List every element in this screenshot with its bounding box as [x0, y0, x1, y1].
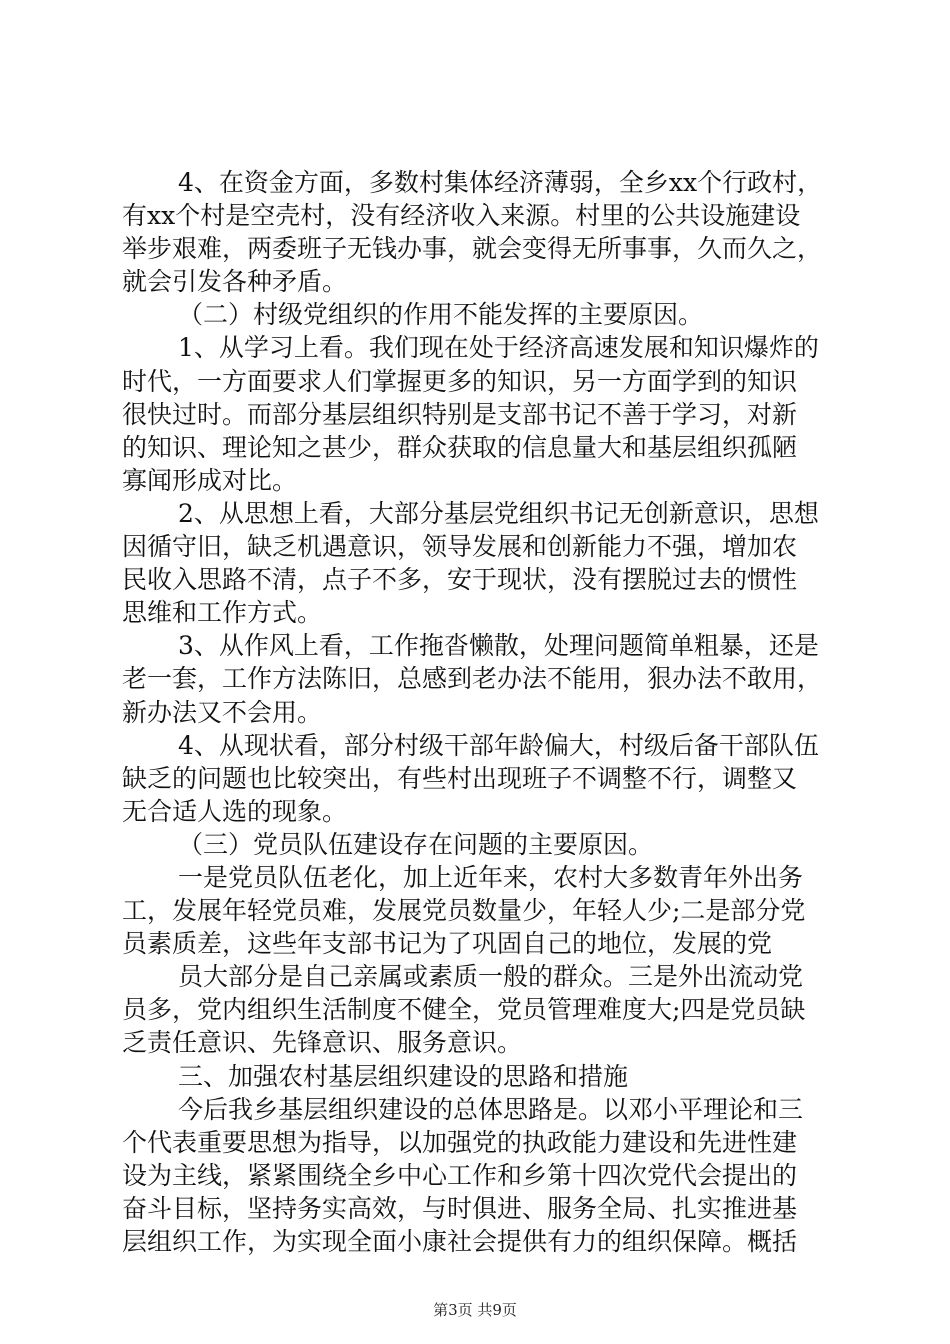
text-line: 民收入思路不清，点子不多，安于现状，没有摆脱过去的惯性	[122, 565, 798, 594]
text-line: 员素质差，这些年支部书记为了巩固自己的地位，发展的党	[122, 929, 773, 958]
text-line: 一是党员队伍老化，加上近年来，农村大多数青年外出务	[178, 863, 804, 892]
text-line: 4、在资金方面，多数村集体经济薄弱，全乡xx个行政村，	[178, 168, 823, 197]
text-line: 时代，一方面要求人们掌握更多的知识，另一方面学到的知识	[122, 367, 798, 396]
text-line: 因循守旧，缺乏机遇意识，领导发展和创新能力不强，增加农	[122, 532, 798, 561]
text-line: 工，发展年轻党员难，发展党员数量少，年轻人少;二是部分党	[122, 896, 806, 925]
section-heading: （三）党员队伍建设存在问题的主要原因。	[178, 830, 654, 859]
text-line: 缺乏的问题也比较突出，有些村出现班子不调整不行，调整又	[122, 764, 798, 793]
text-line: 寡闻形成对比。	[122, 466, 298, 495]
text-line: 员大部分是自己亲属或素质一般的群众。三是外出流动党	[178, 962, 804, 991]
text-line: 新办法又不会用。	[122, 698, 323, 727]
page-number-label: 第3页 共9页	[433, 1301, 517, 1319]
text-line: 思维和工作方式。	[122, 598, 323, 627]
text-line: 设为主线，紧紧围绕全乡中心工作和乡第十四次党代会提出的	[122, 1161, 798, 1190]
section-heading: 三、加强农村基层组织建设的思路和措施	[178, 1062, 629, 1091]
text-line: 无合适人选的现象。	[122, 797, 348, 826]
text-line: 举步艰难，两委班子无钱办事，就会变得无所事事，久而久之，	[122, 234, 823, 263]
text-line: 老一套，工作方法陈旧，总感到老办法不能用，狠办法不敢用，	[122, 664, 823, 693]
text-line: 1、从学习上看。我们现在处于经济高速发展和知识爆炸的	[178, 333, 819, 362]
text-line: 有xx个村是空壳村，没有经济收入来源。村里的公共设施建设	[122, 201, 801, 230]
text-line: 就会引发各种矛盾。	[122, 267, 348, 296]
text-line: 今后我乡基层组织建设的总体思路是。以邓小平理论和三	[178, 1095, 804, 1124]
text-line: 奋斗目标，坚持务实高效，与时俱进、服务全局、扎实推进基	[122, 1194, 798, 1223]
text-line: 4、从现状看，部分村级干部年龄偏大，村级后备干部队伍	[178, 731, 819, 760]
text-line: 层组织工作，为实现全面小康社会提供有力的组织保障。概括	[122, 1227, 798, 1256]
page-footer	[0, 1300, 950, 1320]
text-line: 个代表重要思想为指导，以加强党的执政能力建设和先进性建	[122, 1128, 798, 1157]
text-line: 很快过时。而部分基层组织特别是支部书记不善于学习，对新	[122, 400, 798, 429]
section-heading: （二）村级党组织的作用不能发挥的主要原因。	[178, 300, 704, 329]
text-line: 的知识、理论知之甚少，群众获取的信息量大和基层组织孤陋	[122, 433, 798, 462]
text-line: 3、从作风上看，工作拖沓懒散，处理问题简单粗暴，还是	[178, 631, 819, 660]
text-line: 员多，党内组织生活制度不健全，党员管理难度大;四是党员缺	[122, 995, 806, 1024]
text-line: 乏责任意识、先锋意识、服务意识。	[122, 1028, 523, 1057]
text-line: 2、从思想上看，大部分基层党组织书记无创新意识，思想	[178, 499, 819, 528]
